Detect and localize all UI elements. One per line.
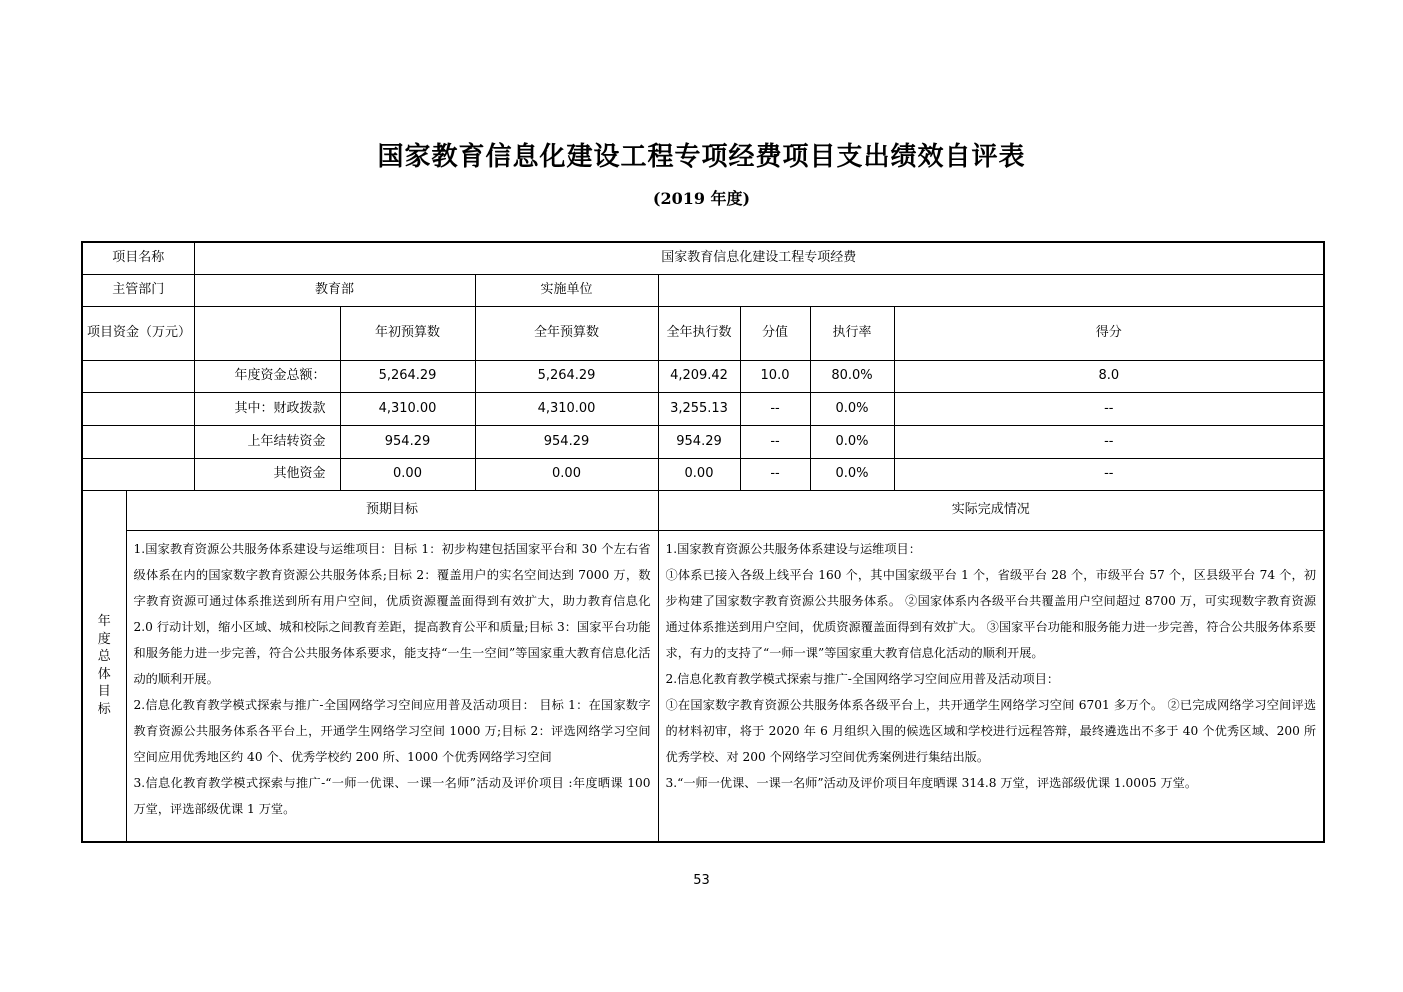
actual-result-paragraph: ①在国家数字教育资源公共服务体系各级平台上，共开通学生网络学习空间 6701 多万个。 ②已完成网络学习空间评选的材料初审，将于 2020 年 6 月组织入围的候选区域和学校进行远程答辩，最终遴选出不多于 40 个优秀区域、200 所优秀学校、对 200 个网络学习空间优秀案例进行集结出版。 [665, 697, 1317, 764]
col-executed: 全年执行数 [658, 306, 740, 360]
fund-row [82, 360, 1324, 392]
col-rate: 执行率 [810, 306, 894, 360]
actual-result-paragraph: 2.信息化教育教学模式探索与推广-全国网络学习空间应用普及活动项目： [665, 671, 1060, 686]
fund-initial: 4,310.00 [340, 392, 475, 425]
document-title: 国家教育信息化建设工程专项经费项目支出绩效自评表 [377, 142, 1026, 172]
fund-row [82, 458, 1324, 490]
funds-blank-header [194, 306, 340, 360]
fund-label: 其他资金 [194, 458, 340, 490]
fund-row-blank [82, 360, 194, 392]
fund-score: 8.0 [894, 360, 1324, 392]
dept-label: 主管部门 [82, 274, 194, 306]
actual-result-paragraph: 1.国家教育资源公共服务体系建设与运维项目： [665, 541, 921, 556]
fund-executed: 0.00 [658, 458, 740, 490]
fund-annual: 0.00 [475, 458, 658, 490]
goals-content-row [82, 530, 1324, 842]
col-score: 得分 [894, 306, 1324, 360]
fund-rate: 80.0% [810, 360, 894, 392]
actual-result-paragraph: ①体系已接入各级上线平台 160 个，其中国家级平台 1 个，省级平台 28 个，市级平台 57 个，区县级平台 74 个，初步构建了国家数字教育资源公共服务体系。 ②国家体系内各级平台共覆盖用户空间超过 8700 万，可实现数字教育资源通过体系推送到用户空间，优质资源覆盖面得到有效扩大。 ③国家平台功能和服务能力进一步完善，符合公共服务体系要求，有力的支持了“一师一课”等国家重大教育信息化活动的顺利开展。 [665, 567, 1317, 660]
fund-annual: 954.29 [475, 425, 658, 458]
fund-score: -- [894, 458, 1324, 490]
fund-label: 其中：财政拨款 [194, 392, 340, 425]
expected-goal-paragraph: 2.信息化教育教学模式探索与推广-全国网络学习空间应用普及活动项目： 目标 1：在国家数字教育资源公共服务体系各平台上，开通学生网络学习空间 1000 万;目标 2：评选网络学习空间空间应用优秀地区约 40 个、优秀学校约 200 所、1000 个优秀网络学习空间 [133, 697, 651, 764]
project-name-label: 项目名称 [82, 242, 194, 274]
fund-row [82, 425, 1324, 458]
page-number: 53 [693, 873, 710, 888]
fund-weight: 10.0 [740, 360, 810, 392]
fund-label: 年度资金总额： [194, 360, 340, 392]
fund-weight: -- [740, 392, 810, 425]
fund-score: -- [894, 392, 1324, 425]
expected-goals-text [126, 530, 658, 842]
fund-row-blank [82, 392, 194, 425]
impl-label: 实施单位 [475, 274, 658, 306]
expected-goal-paragraph: 3.信息化教育教学模式探索与推广-“一师一优课、一课一名师”活动及评价项目 :年度晒课 100 万堂，评选部级优课 1 万堂。 [133, 775, 651, 816]
fund-rate: 0.0% [810, 458, 894, 490]
goals-header-row [82, 490, 1324, 530]
col-initial-budget: 年初预算数 [340, 306, 475, 360]
fund-rate: 0.0% [810, 425, 894, 458]
fund-rate: 0.0% [810, 392, 894, 425]
funds-header-row [82, 306, 1324, 360]
project-name-row [82, 242, 1324, 274]
fund-row-blank [82, 458, 194, 490]
impl-value [658, 274, 1324, 306]
expected-goals-header: 预期目标 [126, 490, 658, 530]
fund-annual: 5,264.29 [475, 360, 658, 392]
fund-executed: 954.29 [658, 425, 740, 458]
funds-label: 项目资金（万元） [82, 306, 194, 360]
actual-results-text [658, 530, 1324, 842]
fund-row [82, 392, 1324, 425]
col-annual-budget: 全年预算数 [475, 306, 658, 360]
actual-results-header: 实际完成情况 [658, 490, 1324, 530]
document-subtitle: (2019 年度) [652, 189, 751, 208]
fund-executed: 3,255.13 [658, 392, 740, 425]
fund-label: 上年结转资金 [194, 425, 340, 458]
project-name-value: 国家教育信息化建设工程专项经费 [194, 242, 1324, 274]
col-weight: 分值 [740, 306, 810, 360]
fund-score: -- [894, 425, 1324, 458]
department-row [82, 274, 1324, 306]
fund-initial: 0.00 [340, 458, 475, 490]
actual-result-paragraph: 3.“一师一优课、一课一名师”活动及评价项目年度晒课 314.8 万堂，评选部级优课 1.0005 万堂。 [665, 775, 1198, 790]
fund-initial: 954.29 [340, 425, 475, 458]
annual-goals-side-label: 年 度 总 体 目 标 [82, 490, 126, 842]
fund-annual: 4,310.00 [475, 392, 658, 425]
dept-value: 教育部 [194, 274, 475, 306]
evaluation-table [81, 241, 1325, 843]
fund-initial: 5,264.29 [340, 360, 475, 392]
fund-weight: -- [740, 458, 810, 490]
fund-row-blank [82, 425, 194, 458]
expected-goal-paragraph: 1.国家教育资源公共服务体系建设与运维项目：目标 1：初步构建包括国家平台和 30 个左右省级体系在内的国家数字教育资源公共服务体系;目标 2：覆盖用户的实名空间达到 7000 万，数字教育资源可通过体系推送到所有用户空间，优质资源覆盖面得到有效扩大，助力教育信息化 2.0 行动计划，缩小区域、城和校际之间教育差距，提高教育公平和质量;目标 3：国家平台功能和服务能力进一步完善，符合公共服务体系要求，能支持“一生一空间”等国家重大教育信息化活动的顺利开展。 [133, 541, 651, 686]
fund-executed: 4,209.42 [658, 360, 740, 392]
fund-weight: -- [740, 425, 810, 458]
